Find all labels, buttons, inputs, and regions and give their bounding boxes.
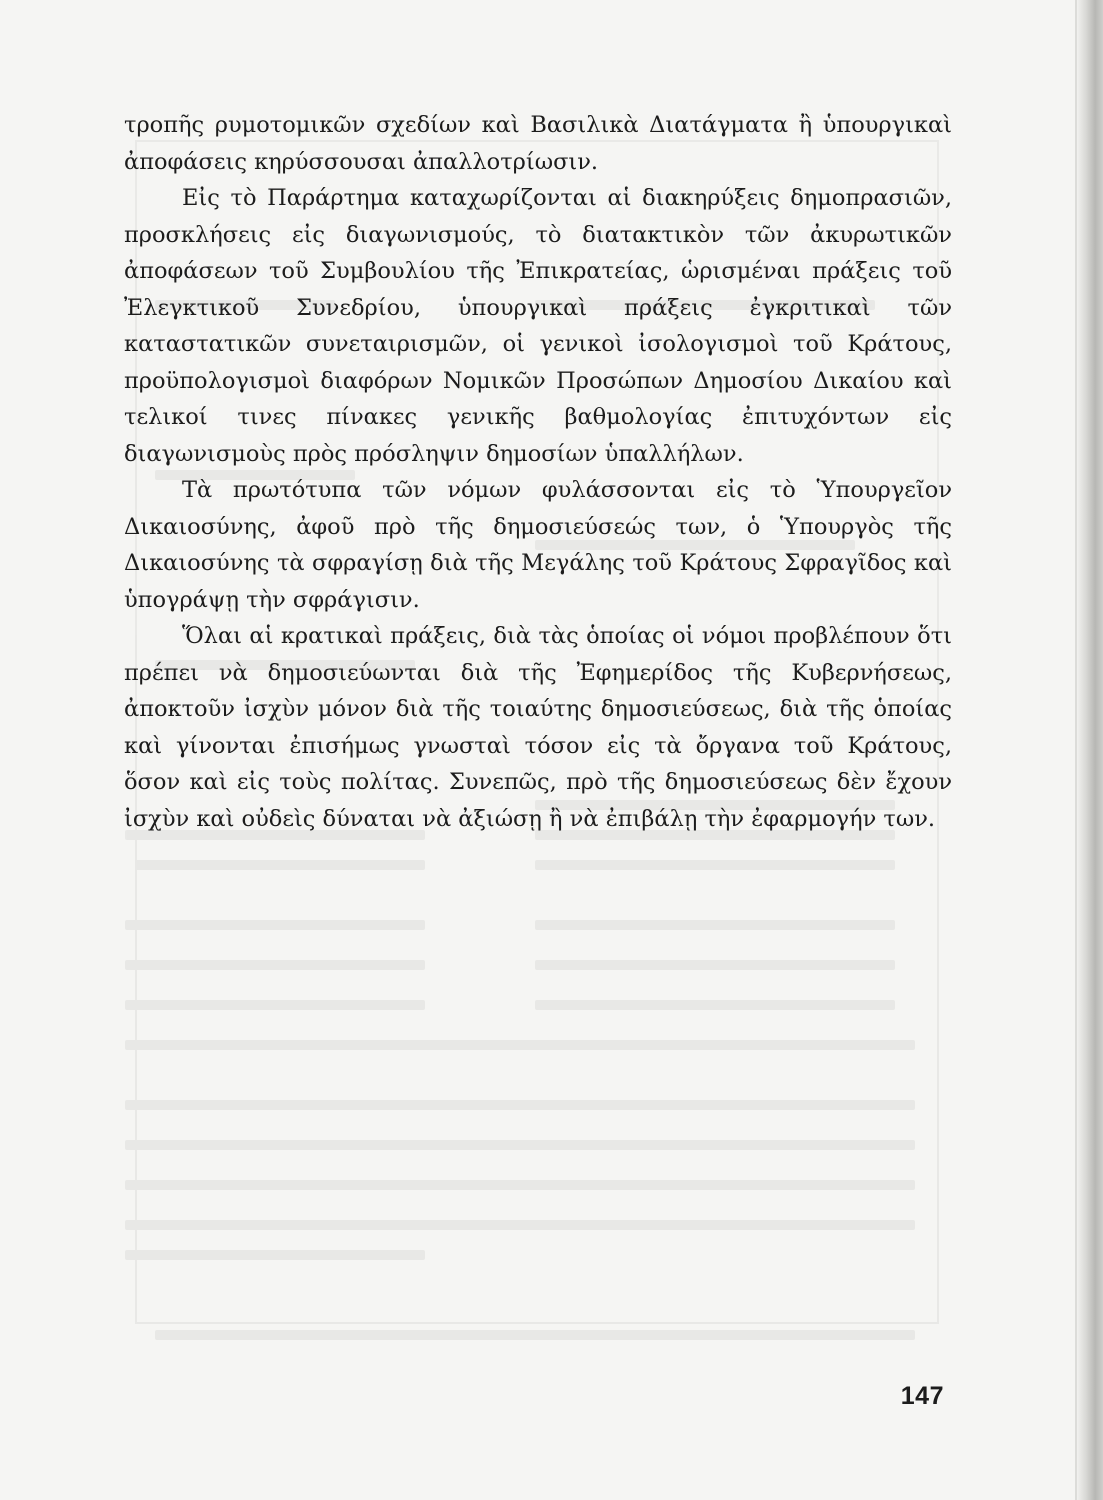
bleed-line	[125, 960, 425, 970]
bleed-line	[125, 1100, 915, 1110]
body-text	[124, 107, 952, 837]
bleed-line	[125, 1250, 425, 1260]
paragraph: Τὰ πρωτότυπα τῶν νόμων φυλάσσονται εἰς τὸ Ὑπουργεῖον Δικαιοσύνης, ἀφοῦ πρὸ τῆς δημοσιεύσεώς των, ὁ Ὑπουργὸς τῆς Δικαιοσύνης τὰ σφραγίσῃ διὰ τῆς Μεγάλης τοῦ Κράτους Σφραγῖδος καὶ ὑπογράψῃ τὴν σφράγισιν.	[124, 477, 952, 613]
bleed-line	[125, 1000, 425, 1010]
bleed-line	[125, 920, 425, 930]
bleed-line	[535, 920, 895, 930]
bleed-line	[125, 1220, 915, 1230]
paragraph: Εἰς τὸ Παράρτημα καταχωρίζονται αἱ διακηρύξεις δημοπρασιῶν, προσκλήσεις εἰς διαγωνισμούς, τὸ διατακτικὸν τῶν ἀκυρωτικῶν ἀποφάσεων τοῦ Συμβουλίου τῆς Ἐπικρατείας, ὡρισμέναι πράξεις τοῦ Ἐλεγκτικοῦ Συνεδρίου, ὑπουργικαὶ πράξεις ἐγκριτικαὶ τῶν καταστατικῶν συνεταιρισμῶν, οἱ γενικοὶ ἰσολογισμοὶ τοῦ Κράτους, προϋπολογισμοὶ διαφόρων Νομικῶν Προσώπων Δημοσίου Δικαίου καὶ τελικοί τινες πίνακες γενικῆς βαθμολογίας ἐπιτυχόντων εἰς διαγωνισμοὺς πρὸς πρόσληψιν δημοσίων ὑπαλλήλων.	[124, 185, 952, 467]
bleed-line	[535, 1000, 895, 1010]
bleed-line	[125, 1180, 915, 1190]
bleed-line	[125, 1040, 915, 1050]
page-number: 147	[900, 1382, 944, 1410]
bleed-line	[535, 960, 895, 970]
bleed-line	[135, 860, 425, 870]
bleed-line	[535, 860, 895, 870]
paragraph: τροπῆς ρυμοτομικῶν σχεδίων καὶ Βασιλικὰ Διατάγματα ἢ ὑπουργικαὶ ἀποφάσεις κηρύσσουσαι ἀπαλλοτρίωσιν.	[124, 112, 952, 175]
bleed-line	[155, 1330, 915, 1340]
paragraph: Ὅλαι αἱ κρατικαὶ πράξεις, διὰ τὰς ὁποίας οἱ νόμοι προβλέπουν ὅτι πρέπει νὰ δημοσιεύωνται διὰ τῆς Ἐφημερίδος τῆς Κυβερνήσεως, ἀποκτοῦν ἰσχὺν μόνον διὰ τῆς τοιαύτης δημοσιεύσεως, διὰ τῆς ὁποίας καὶ γίνονται ἐπισήμως γνωσταὶ τόσον εἰς τὰ ὄργανα τοῦ Κράτους, ὅσον καὶ εἰς τοὺς πολίτας. Συνεπῶς, πρὸ τῆς δημοσιεύσεως δὲν ἔχουν ἰσχὺν καὶ οὐδεὶς δύναται νὰ ἀξιώσῃ ἢ νὰ ἐπιβάλῃ τὴν ἐφαρμογήν των.	[124, 623, 952, 832]
binding-shadow	[1077, 0, 1103, 1500]
bleed-line	[125, 1140, 915, 1150]
